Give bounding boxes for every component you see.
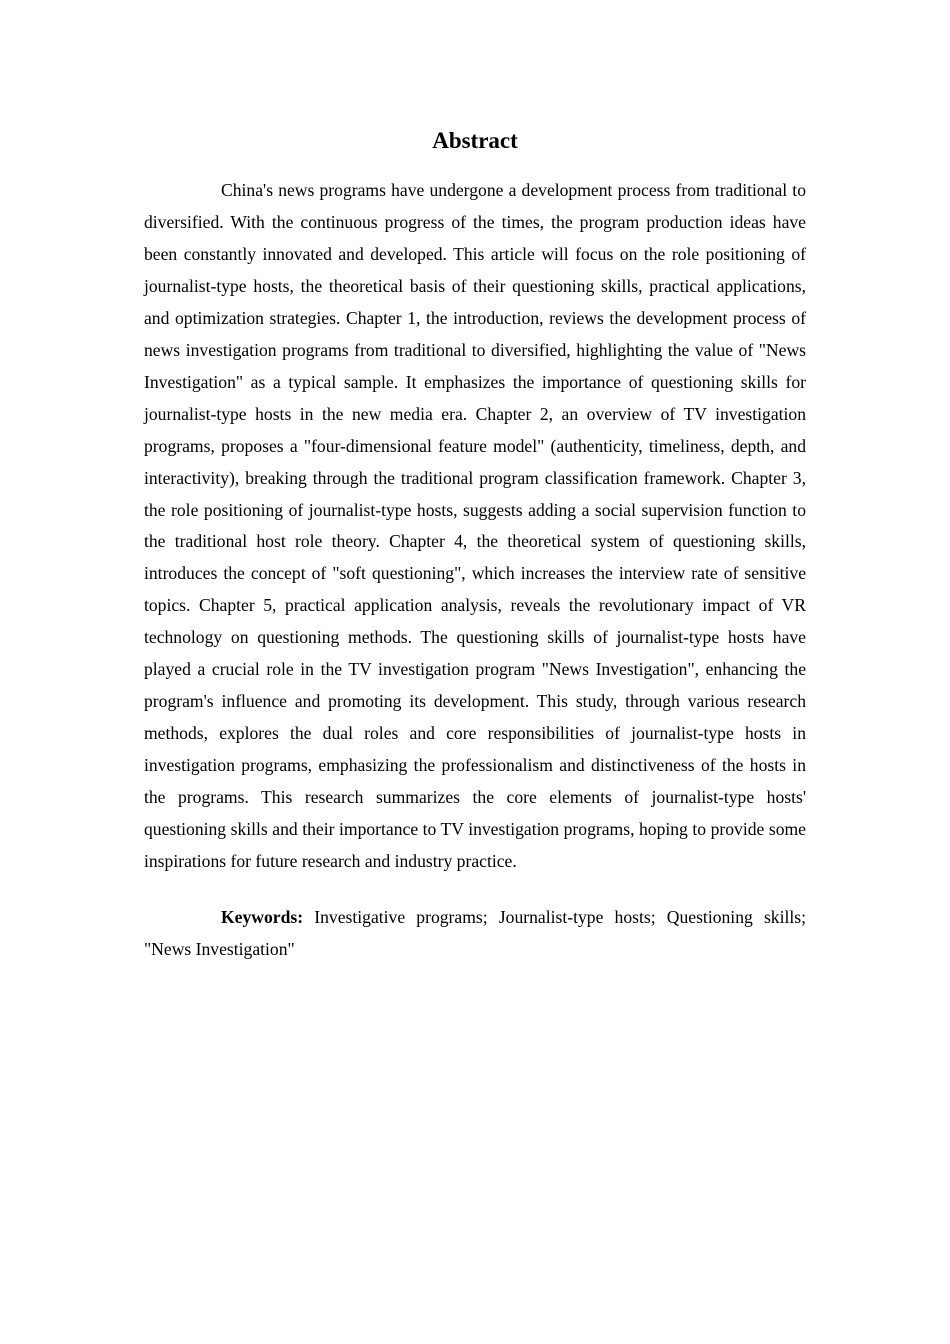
keywords-paragraph [144,902,806,966]
keywords-label: Keywords: [221,906,304,927]
abstract-title: Abstract [432,128,518,153]
document-page [144,122,806,966]
keywords-list: Investigative programs; Journalist-type hosts; Questioning skills; "News Investigation" [144,906,806,959]
abstract-paragraph: China's news programs have undergone a development process from traditional to diversified. With the continuous progress of the times, the program production ideas have been constantly innovated and developed. This article will focus on the role positioning of journalist-type hosts, the theoretical basis of their questioning skills, practical applications, and optimization strategies. Chapter 1, the introduction, reviews the development process of news investigation programs from traditional to diversified, highlighting the value of "News Investigation" as a typical sample. It emphasizes the importance of questioning skills for journalist-type hosts in the new media era. Chapter 2, an overview of TV investigation programs, proposes a "four-dimensional feature model" (authenticity, timeliness, depth, and interactivity), breaking through the traditional program classification framework. Chapter 3, the role positioning of journalist-type hosts, suggests adding a social supervision function to the traditional host role theory. Chapter 4, the theoretical system of questioning skills, introduces the concept of "soft questioning", which increases the interview rate of sensitive topics. Chapter 5, practical application analysis, reveals the revolutionary impact of VR technology on questioning methods. The questioning skills of journalist-type hosts have played a crucial role in the TV investigation program "News Investigation", enhancing the program's influence and promoting its development. This study, through various research methods, explores the dual roles and core responsibilities of journalist-type hosts in investigation programs, emphasizing the professionalism and distinctiveness of the hosts in the programs. This research summarizes the core elements of journalist-type hosts' questioning skills and their importance to TV investigation programs, hoping to provide some inspirations for future research and industry practice. [144,180,806,872]
